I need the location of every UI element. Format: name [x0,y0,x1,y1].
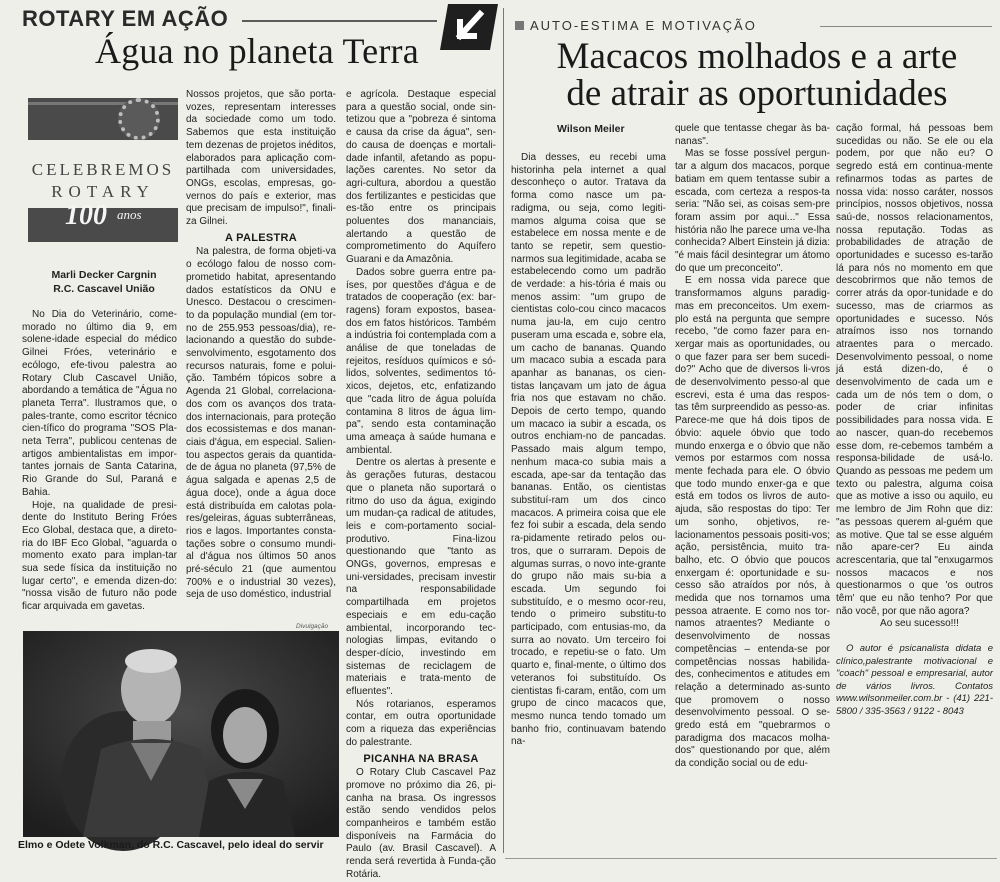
paragraph: Nossos projetos, que são porta-vozes, representam interesses da sociedade como um todo. Sabemos que esta instituição tem dezenas de projetos inéditos, elaborados para aplicação com-partilhada com universidades, ONGs, escolas, empresas, go-vernos do país e exterior, mas que precisam de impulso!", finali-za Gilnei. [186,89,336,228]
paragraph: Hoje, na qualidade de presi-dente do Instituto Bering Fróes Eco Global, destaca que, a direto-ria do IBF Eco Global, "aguarda o momento exato para implan-tar sua sede física da instituição no lugar certo", e emenda dizen-do: "nossa visão de futuro não pode ficar arquivada em gavetas. [22,499,177,613]
kicker-text: AUTO-ESTIMA E MOTIVAÇÃO [530,18,757,33]
logo-number: 100 [65,200,107,231]
kicker-square-icon [515,21,524,30]
logo-text-rotary: ROTARY [51,182,155,201]
byline-right: Wilson Meiler [557,123,625,135]
rotary-wheel-icon [118,98,160,140]
logo-anos: anos [117,207,142,222]
left-column-3 [346,89,496,882]
section-rule [242,20,437,22]
section-label: ROTARY EM AÇÃO [22,6,229,31]
paragraph: O Rotary Club Cascavel Paz promove no próximo dia 26, pi-canha na brasa. Os ingressos estão sendo vendidos pelos companheiros e também estão disponíveis na Farmácia do Paulo (av. Brasil Cascavel). A renda será revertida à Funda-ção Rotária. [346,767,496,880]
headline-line-2: de atrair as oportunidades [566,73,948,114]
article-headline: Água no planeta Terra [95,31,419,71]
author-note: O autor é psicanalista didata e clínico,palestrante motivacional e "coach" pessoal e empresarial, autor de vários livros. Contatos www.wilsonmeiler.com.br - (41) 221-5800 / 335-3563 / 9122 - 8043 [836,643,993,717]
arrow-badge-icon [440,2,500,52]
left-column-1 [22,309,177,614]
paragraph: Na palestra, de forma objeti-va o ecólogo falou de nosso com-prometido habitat, apresentando dados estatísticos da ONU e Unesco. Destacou o crescimen-to da população mundial (em tor-no de 255.953 pessoas/dia), re-lacionando a questão do subde-senvolvimento, esgotamento dos recursos naturais, fome e polui-ção. Também tópicos sobre a Agenda 21 Global, correlaciona-dos com os avanços dos trata-dos internacionais, para proteção dos ecossistemas e dos manan-ciais d'água, em especial. Salien-tou aspectos gerais da quantida-de de água no planeta (97,5% de água salgada e apenas 2,5 de água doce), onde a água doce está distribuída em calotas pola-res/geleiras, águas subterrâneas, rios e lagos. Importantes consta-tações sobre o consumo mundi-al d'água nos últimos 50 anos pré-século 21 (que aumentou 700% e o industrial 30 vezes), seja de uso doméstico, industrial [186,246,336,601]
byline-club: R.C. Cascavel União [53,283,155,295]
byline-name: Marli Decker Cargnin [51,269,157,281]
right-column-2 [675,123,830,771]
right-column-3 [836,123,993,718]
paragraph: Nós rotarianos, esperamos contar, em outra oportunidade com a riqueza das experiências do palestrante. [346,698,496,748]
subheading-palestra: A PALESTRA [224,231,298,244]
subheading-picanha: PICANHA NA BRASA [363,752,479,765]
paragraph: quele que tentasse chegar às ba-nanas". [675,123,830,147]
celebremos-rotary-logo [25,92,180,247]
kicker-rule [820,26,992,27]
paragraph: Dia desses, eu recebi uma historinha pela internet a qual desconheço o autor. Tratava da forma como nasce um pa-radigma, ou seja, como legiti-mamos alguma coisa que se estabelece em nossa mente e de tanto se repetir, sem questio-narmos sua legitimidade, acaba se estabelecendo como um padrão de verdade: a his-tória é mais ou menos assim: "um grupo de cientistas colo-cou cinco macacos numa jau-la, em cujo centro puseram uma escada e, sobre ela, um cacho de bananas. Quando um macaco subia a escada para apanhar as bananas, os cien-tistas lançavam um jato de água fria nos que estavam no chão. Depois de certo tempo, quando um macaco ia subir a escada, os outros enchiam-no de pancadas. Passado mais algum tempo, nenhum maca-co subia mais a escada, ape-sar da tentação das bananas. Então, os cientistas substituí-ram um dos cinco macacos. A primeira coisa que ele fez foi subir a escada, dela sendo ra-pidamente retirado pelos ou-tros, que o surraram. Depois de algumas surras, o novo inte-grante do grupo não mais su-bia a escada. Um segundo foi substituído, e o mesmo ocor-reu, tendo o primeiro substitu-to participado, com entusias-mo, da surra ao novato. Um terceiro foi trocado, e repetiu-se o fato. Um quarto e, final-mente, o último dos veteranos foi substituído. Os cientistas fi-caram, então, com um grupo de cinco macacos que, mesmo nunca tendo tomado um banho frio, continuavam batendo na- [511,152,666,748]
bottom-rule [505,858,997,859]
paragraph: Dentre os alertas à presente e às gerações futuras, destacou que o planeta não suportará o ritmo do uso da água, exigindo um mudan-ça radical de atitudes, leis e com-portamento social-produtivo. Fina-lizou questionando que "tanto as ONGs, governos, empresas e uni-versidades, precisam investir na responsabilidade compartilhada em projetos especiais e em edu-cação ambiental, incorporando tec-nologias limpas, evitando o desper-dício, investindo em sistemas de reciclagem de materiais e trata-mento de efluentes". [346,457,496,698]
column-divider [503,8,504,853]
logo-text-celebremos: CELEBREMOS [31,160,175,179]
left-column-2 [186,89,336,602]
paragraph: Ao seu sucesso!!! [880,618,959,630]
headline-line-1: Macacos molhados e a arte [556,36,958,77]
photo [23,631,339,837]
photo-credit: Divulgação [296,623,329,630]
paragraph: e agrícola. Destaque especial para a questão social, onde sin-tetizou que a "pobreza é sintoma e causa da crise da água", sen-do causa de doenças e mortali-dade infantil, afetando as popu-lações carentes. No setor da agri-cultura, abordou a questão dos fertilizantes e pesticidas que es-tão entre os principais poluentes dos mananciais, alertando a questão de comprometimento do Aquífero Guarani e da Amazônia. [346,89,496,266]
paragraph: cação formal, há pessoas bem sucedidas ou não. Se ele ou ela podem, por que não eu? O segredo está em continua-mente refinarmos todas as partes de nossa vida: nosso caráter, nossos princípios, nossos objetivos, nossa saú-de, nossos relacionamentos, nossa reputação. Todas as probabilidades de atração de oportunidades e sucesso es-tarão lá para nós no momento em que descobrirmos que não temos de correr atrás da opor-tunidade e do sucesso, mas de criarmos as oportunidades e sucesso. Nós atraímos isso nos tornando atraentes para o mercado. Desenvolvimento pessoal, o nome já está dizen-do, é o desenvolvimento de cada um e cada um de nós tem o dom, o poder de criar infinitas possibilidades para nossa vida. E ao nascer, quan-do recebemos esse dom, re-cebemos também a responsa-bilidade de usá-lo. Quando as pessoas me pedem um texto ou palestra, alguma coisa que as motive a isso ou aquilo, eu me lembro de Jim Rohn que diz: "as pessoas querem al-guém que as motive. Que tal se esse alguém não apare-cer? Eu ainda acrescentaria, que tal "enxugarmos nossos macacos e nos questionarmos o que 'os outros têm' que eu não tenho? Por que não você, por que não agora? [836,123,993,617]
photo-caption: Elmo e Odete Volkman, do R.C. Cascavel, pelo ideal do servir [18,839,324,851]
paragraph: E em nossa vida parece que transformamos alguns paradig-mas em preconceitos. Um exem-plo está na pergunta que sempre recebo, "de como fazer para en-xergar mais as oportunidades, ou o que fazer para ser bem sucedi-do?" Acho que de diversos li-vros de desenvolvimento pesso-al que escrevi, esta é uma das respos-tas têm surpreendido as pesso-as. Parece-me que há dois tipos de óbvio: aquele óbvio que todo mundo enxerga e o óbvio que não vemos por estarmos com nossa mente fechada para ele. O óbvio que todo mundo enxer-ga e que está em todos os livros de auto-ajuda, são respostas do tipo: Ter um sonho, objetivos, re-lacionamentos pessoais positi-vos; ação, persistência, muito tra-balho, etc. O óbvio que poucos enxergam é: oportunidade e su-cesso são atraídos por nós, à medida que nos tornamos uma pessoa atraente. E como nos tor-namos atraentes? Mediante o desenvolvimento de nossas competências – entenda-se por competências nossas habilida-des, conhecimentos e atitudes em relação a determinado as-sunto que promovem o nosso desenvolvimento pessoal. O se-gredo está em "quebrarmos o paradigma dos macacos molha-dos" questionando por que, além da condição social ou de edu- [675,275,830,770]
byline [44,268,164,296]
photo-people-image [23,631,339,837]
right-column-1 [511,152,666,749]
article-headline-right [537,38,977,112]
paragraph: Dados sobre guerra entre pa-íses, por questões d'água e de tratados de cooperação (ex: bar-ragens) foram expostos, basea-dos em fatos históricos. Também a indústria foi contemplada com a análise de que toneladas de rejeitos, resíduos químicos e só-lidos, solventes, sedimentos tó-xicos, dejetos, etc, enfatizando que "cada litro de água poluída contamina 8 litros de água lim-pa", sendo esta contaminação uma ameaça à saúde humana e ambiental. [346,266,496,456]
paragraph: Mas se fosse possível pergun-tar a algum dos macacos, porque batiam em quem tentasse subir a escada, com certeza a respos-ta seria: "Não sei, as coisas sem-pre foram assim por aqui..." Essa história não lhe parece uma ve-lha conhecida? Albert Einstein já dizia: "é mais fácil desintegrar um átomo do que um preconceito". [675,148,830,274]
paragraph: No Dia do Veterinário, come-morado no último dia 9, em solene-idade especial do médico Gilnei Fróes, veterinário e ecólogo, efe-tivou palestra ao Rotary Club Cascavel União, abordando a temática de "Água no planeta Terra". Ilustramos que, o pales-trante, como escritor técnico cien-tífico do programa "SOS Pla-neta Terra", publicou centenas de artigos ambientalistas em impor-tantes jornais de Santa Catarina, Rio Grande do Sul, Paraná e Bahia. [22,309,177,498]
section-kicker [515,18,757,33]
